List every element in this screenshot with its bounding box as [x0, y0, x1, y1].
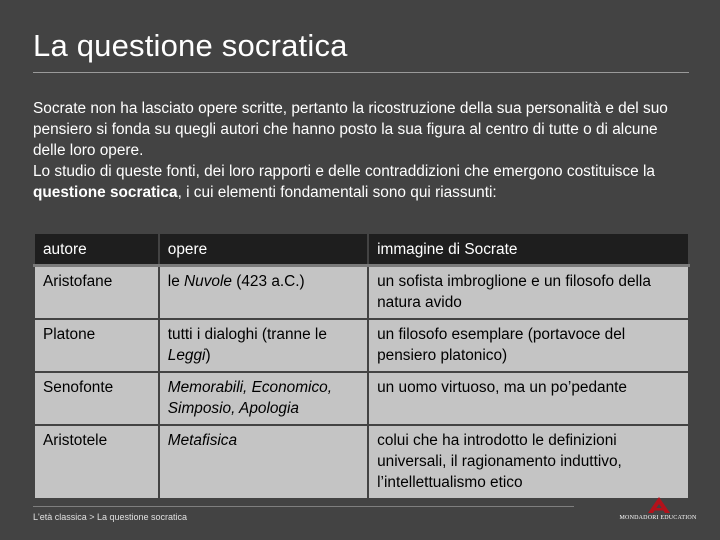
- logo-mark-icon: [648, 497, 670, 513]
- intro-paragraph-2: [33, 161, 693, 203]
- works-title: Memorabili, Economico, Simposio, Apologia: [167, 379, 333, 417]
- table-header-row: [34, 233, 689, 266]
- cell-works: [159, 425, 368, 499]
- intro-p2-bold: questione socratica: [33, 184, 178, 201]
- works-text: ): [205, 347, 211, 364]
- cell-image: un sofista imbroglione e un filosofo della natura avido: [368, 266, 689, 320]
- footer-divider: [33, 506, 574, 507]
- cell-image: colui che ha introdotto le definizioni universali, il ragionamento induttivo, l’intellettualismo etico: [368, 425, 689, 499]
- header-works: opere: [159, 233, 368, 266]
- table-row: [34, 425, 689, 499]
- cell-author: Aristofane: [34, 266, 159, 320]
- title-divider: [33, 72, 689, 73]
- cell-works: [159, 319, 368, 372]
- cell-author: Platone: [34, 319, 159, 372]
- intro-paragraph-1: Socrate non ha lasciato opere scritte, pertanto la ricostruzione della sua personalità e del suo pensiero si fonda su quegli autori che hanno posto la sua figura al centro di tutte o di alcune delle loro opere.: [33, 100, 668, 159]
- works-title: Metafisica: [167, 432, 238, 449]
- cell-image: un uomo virtuoso, ma un po’pedante: [368, 372, 689, 425]
- intro-p2-start: Lo studio di queste fonti, dei loro rapporti e delle contraddizioni che emergono costituisce la: [33, 163, 655, 180]
- table-row: [34, 319, 689, 372]
- cell-author: Aristotele: [34, 425, 159, 499]
- table-row: [34, 266, 689, 320]
- cell-works: [159, 266, 368, 320]
- sources-table: [33, 232, 690, 500]
- works-text: tutti i dialoghi (tranne le: [167, 326, 327, 343]
- header-image: immagine di Socrate: [368, 233, 689, 266]
- publisher-logo: [616, 497, 700, 527]
- intro-p2-end: , i cui elementi fondamentali sono qui riassunti:: [177, 184, 497, 201]
- table-row: [34, 372, 689, 425]
- cell-works: [159, 372, 368, 425]
- logo-text: MONDADORI EDUCATION: [619, 515, 697, 521]
- cell-author: Senofonte: [34, 372, 159, 425]
- works-text: (423 a.C.): [231, 273, 305, 290]
- works-text: le: [167, 273, 185, 290]
- slide-title: La questione socratica: [33, 28, 348, 63]
- cell-image: un filosofo esemplare (portavoce del pensiero platonico): [368, 319, 689, 372]
- header-author: autore: [34, 233, 159, 266]
- works-title: Nuvole: [184, 273, 232, 290]
- intro-text: [33, 98, 693, 203]
- works-title: Leggi: [167, 347, 206, 364]
- footer-breadcrumb: L'età classica > La questione socratica: [33, 512, 188, 522]
